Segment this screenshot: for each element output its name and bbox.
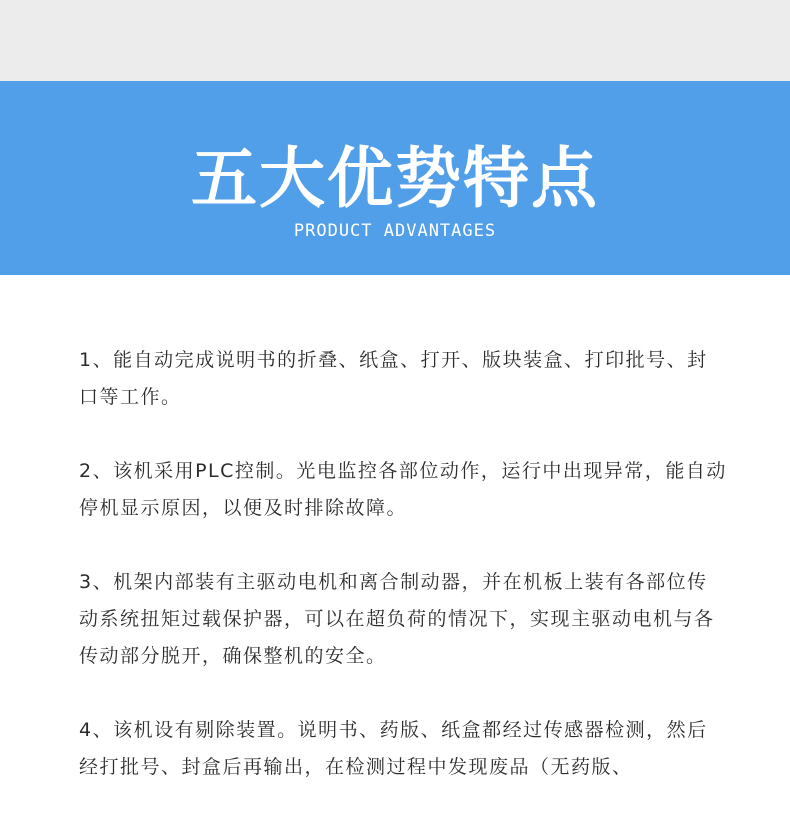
section-title: 五大优势特点 (191, 140, 599, 217)
top-strip (0, 0, 790, 81)
advantage-item-2: 2、该机采用PLC控制。光电监控各部位动作，运行中出现异常，能自动停机显示原因，以便及时排除故障。 (79, 460, 727, 519)
banner-title-wrap (0, 140, 790, 217)
advantage-item-3: 3、机架内部装有主驱动电机和离合制动器，并在机板上装有各部位传动系统扭矩过载保护器，可以在超负荷的情况下，实现主驱动电机与各传动部分脱开，确保整机的安全。 (79, 571, 715, 667)
advantage-item-1: 1、能自动完成说明书的折叠、纸盒、打开、版块装盒、打印批号、封口等工作。 (79, 349, 708, 408)
advantage-item-4: 4、该机设有剔除装置。说明书、药版、纸盒都经过传感器检测，然后经打批号、封盒后再输出，在检测过程中发现废品（无药版、 (79, 719, 708, 778)
section-banner (0, 81, 790, 275)
advantages-list (79, 342, 727, 823)
section-subtitle: PRODUCT ADVANTAGES (293, 221, 497, 241)
